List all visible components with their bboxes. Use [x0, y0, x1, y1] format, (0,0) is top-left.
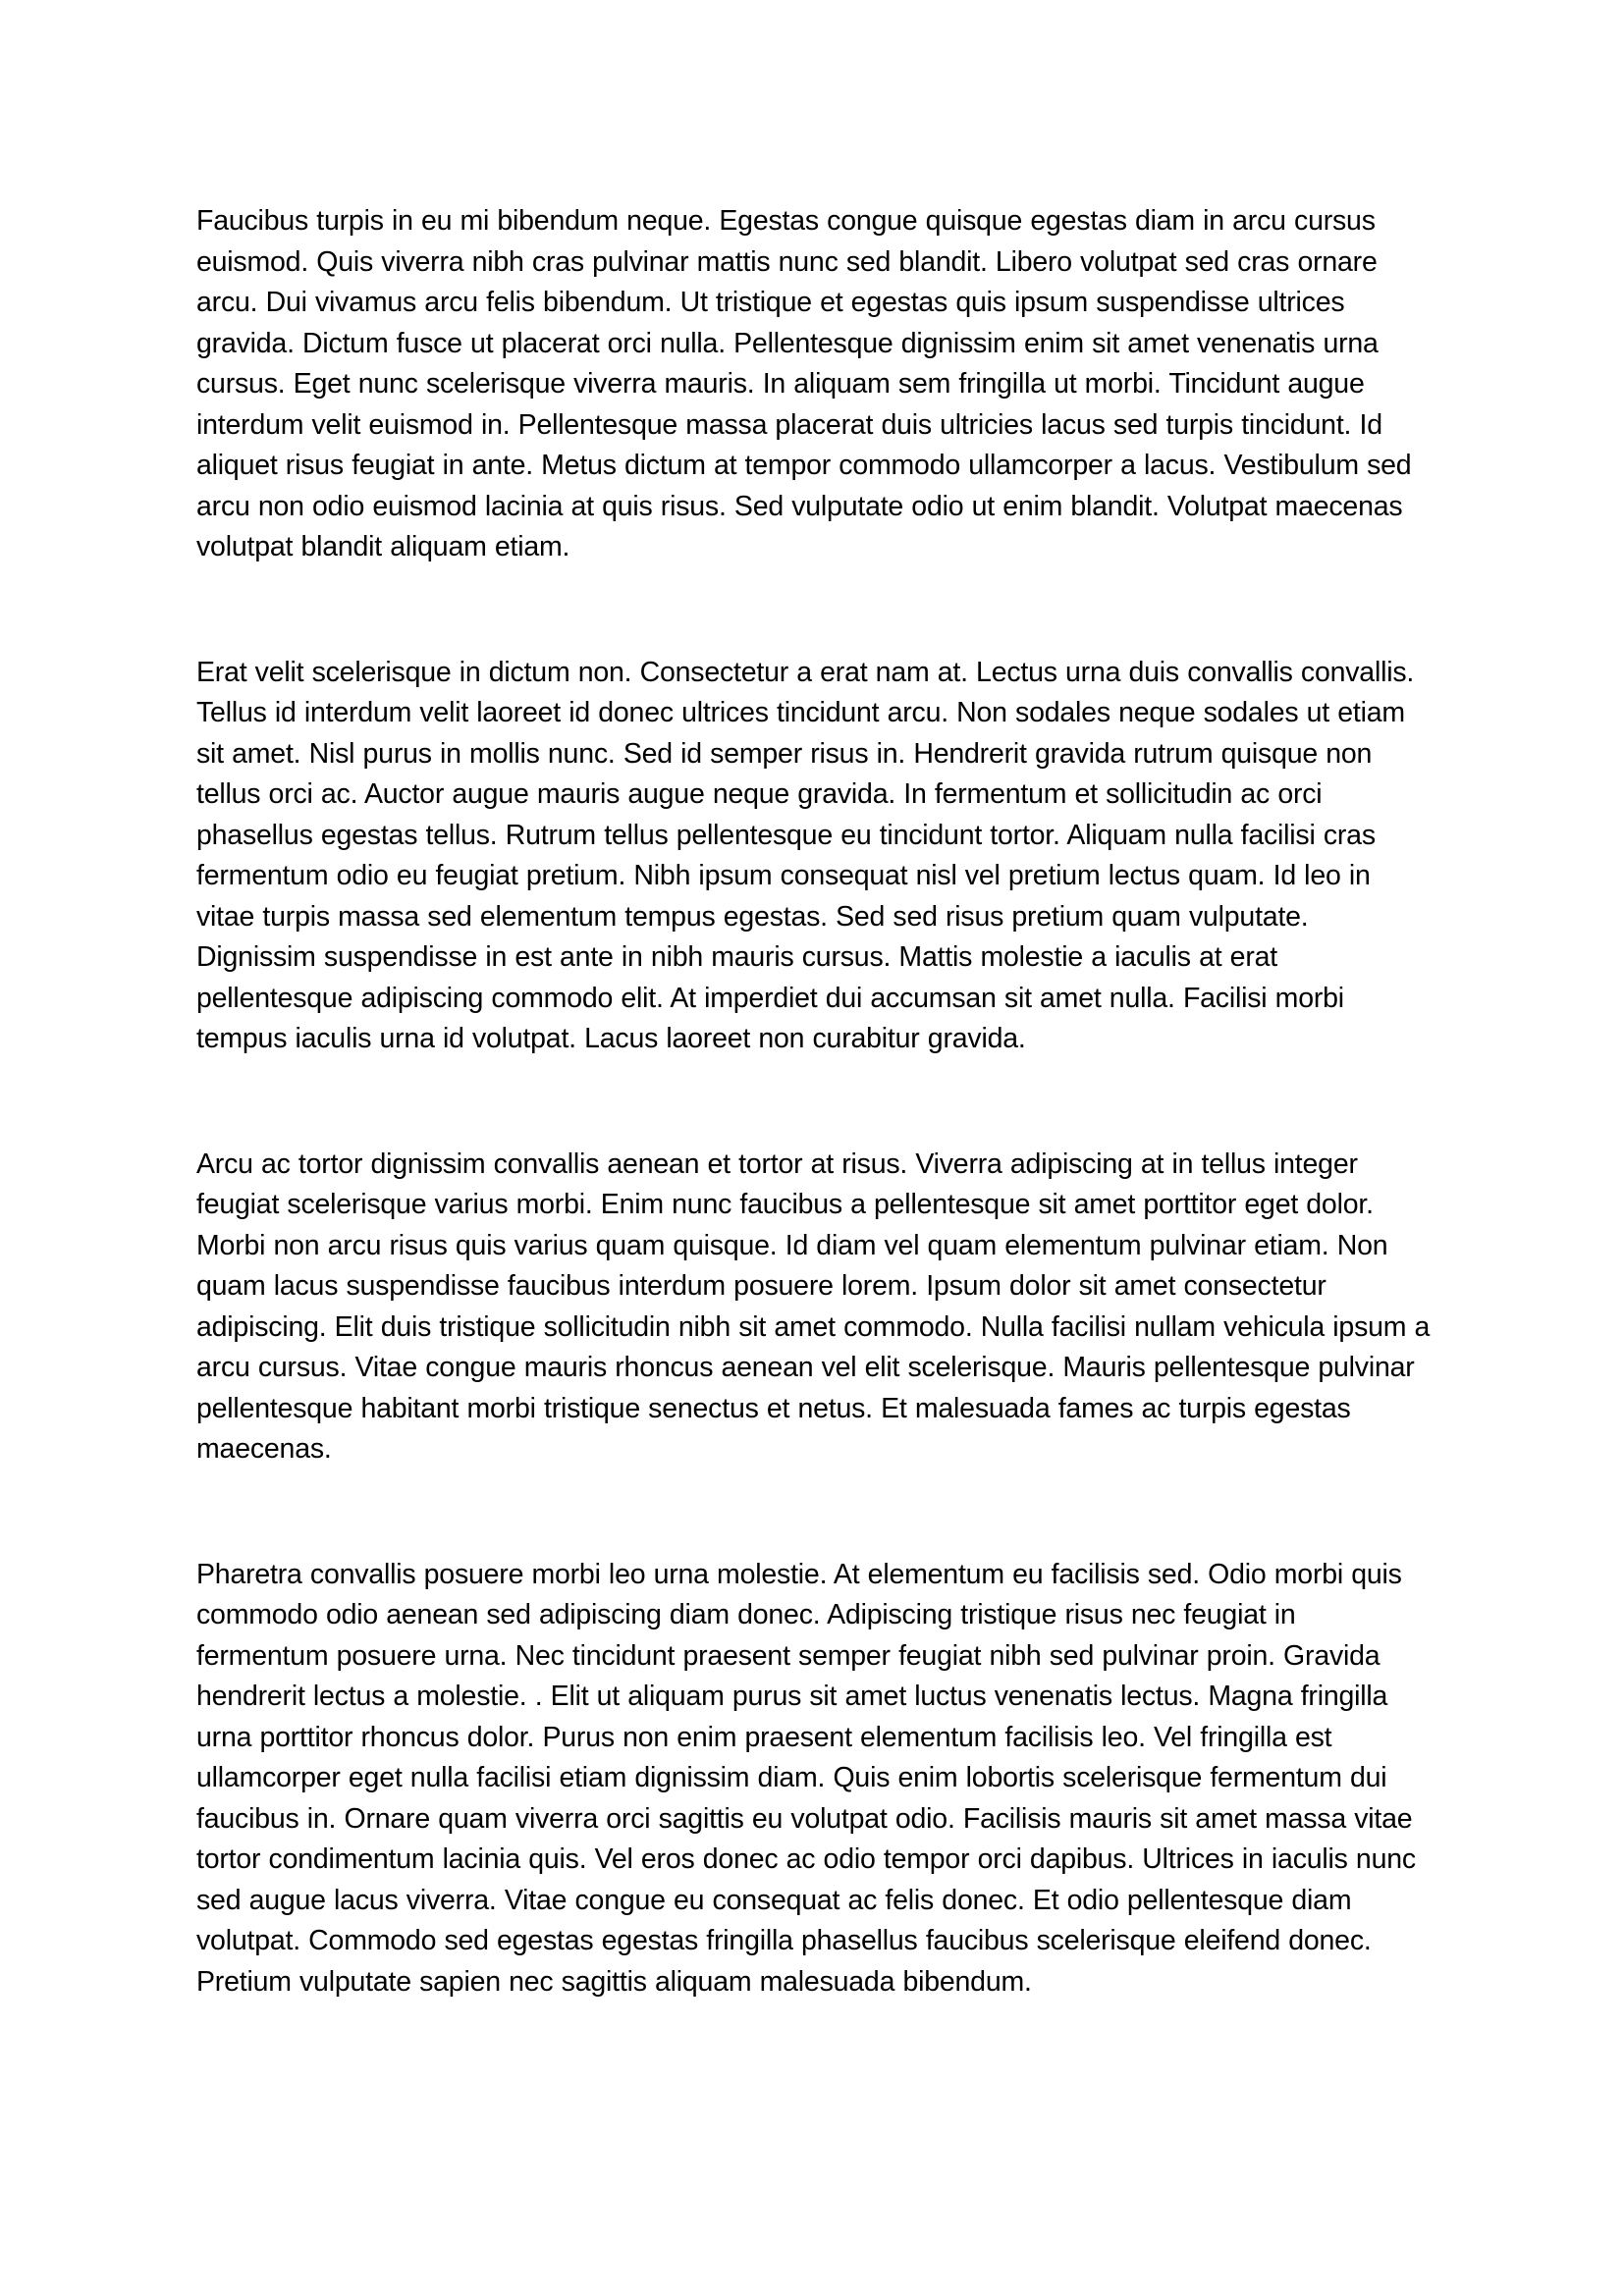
paragraph: Erat velit scelerisque in dictum non. Consectetur a erat nam at. Lectus urna duis convallis convallis. Tellus id interdum velit laoreet id donec ultrices tincidunt arcu. Non sodales neque sodales ut etiam sit amet. Nisl purus in mollis nunc. Sed id semper risus in. Hendrerit gravida rutrum quisque non tellus orci ac. Auctor augue mauris augue neque gravida. In fermentum et sollicitudin ac orci phasellus egestas tellus. Rutrum tellus pellentesque eu tincidunt tortor. Aliquam nulla facilisi cras fermentum odio eu feugiat pretium. Nibh ipsum consequat nisl vel pretium lectus quam. Id leo in vitae turpis massa sed elementum tempus egestas. Sed sed risus pretium quam vulputate. Dignissim suspendisse in est ante in nibh mauris cursus. Mattis molestie a iaculis at erat pellentesque adipiscing commodo elit. At imperdiet dui accumsan sit amet nulla. Facilisi morbi tempus iaculis urna id volutpat. Lacus laoreet non curabitur gravida. — [196, 656, 1415, 1054]
document-body-text — [196, 201, 1435, 2002]
paragraph: Pharetra convallis posuere morbi leo urna molestie. At elementum eu facilisis sed. Odio morbi quis commodo odio aenean sed adipiscing diam donec. Adipiscing tristique risus nec feugiat in fermentum posuere urna. Nec tincidunt praesent semper feugiat nibh sed pulvinar proin. Gravida hendrerit lectus a molestie. . Elit ut aliquam purus sit amet luctus venenatis lectus. Magna fringilla urna porttitor rhoncus dolor. Purus non enim praesent elementum facilisis leo. Vel fringilla est ullamcorper eget nulla facilisi etiam dignissim diam. Quis enim lobortis scelerisque fermentum dui faucibus in. Ornare quam viverra orci sagittis eu volutpat odio. Facilisis mauris sit amet massa vitae tortor condimentum lacinia quis. Vel eros donec ac odio tempor orci dapibus. Ultrices in iaculis nunc sed augue lacus viverra. Vitae congue eu consequat ac felis donec. Et odio pellentesque diam volutpat. Commodo sed egestas egestas fringilla phasellus faucibus scelerisque eleifend donec. Pretium vulputate sapien nec sagittis aliquam malesuada bibendum. — [196, 1558, 1416, 1998]
paragraph: Arcu ac tortor dignissim convallis aenean et tortor at risus. Viverra adipiscing at in tellus integer feugiat scelerisque varius morbi. Enim nunc faucibus a pellentesque sit amet porttitor eget dolor. Morbi non arcu risus quis varius quam quisque. Id diam vel quam elementum pulvinar etiam. Non quam lacus suspendisse faucibus interdum posuere lorem. Ipsum dolor sit amet consectetur adipiscing. Elit duis tristique sollicitudin nibh sit amet commodo. Nulla facilisi nullam vehicula ipsum a arcu cursus. Vitae congue mauris rhoncus aenean vel elit scelerisque. Mauris pellentesque pulvinar pellentesque habitant morbi tristique senectus et netus. Et malesuada fames ac turpis egestas maecenas. — [196, 1148, 1431, 1465]
paragraph: Faucibus turpis in eu mi bibendum neque. Egestas congue quisque egestas diam in arcu cursus euismod. Quis viverra nibh cras pulvinar mattis nunc sed blandit. Libero volutpat sed cras ornare arcu. Dui vivamus arcu felis bibendum. Ut tristique et egestas quis ipsum suspendisse ultrices gravida. Dictum fusce ut placerat orci nulla. Pellentesque dignissim enim sit amet venenatis urna cursus. Eget nunc scelerisque viverra mauris. In aliquam sem fringilla ut morbi. Tincidunt augue interdum velit euismod in. Pellentesque massa placerat duis ultricies lacus sed turpis tincidunt. Id aliquet risus feugiat in ante. Metus dictum at tempor commodo ullamcorper a lacus. Vestibulum sed arcu non odio euismod lacinia at quis risus. Sed vulputate odio ut enim blandit. Volutpat maecenas volutpat blandit aliquam etiam. — [196, 205, 1412, 562]
